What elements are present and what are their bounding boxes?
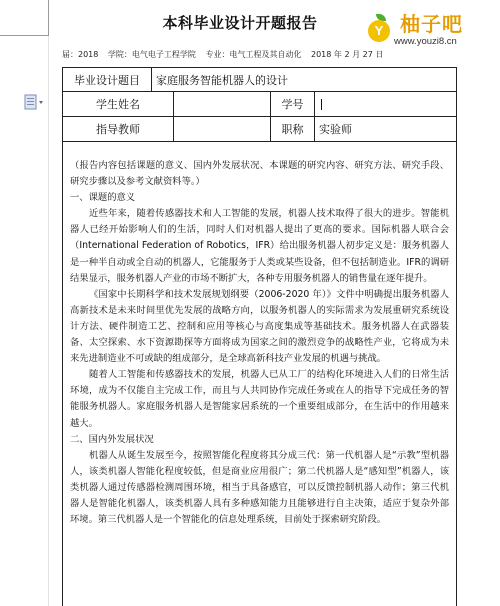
student-value[interactable]: [173, 92, 270, 116]
site-logo: [362, 2, 500, 52]
topic-value[interactable]: 家庭服务智能机器人的设计: [151, 68, 456, 91]
paragraph-2: 《国家中长期科学和技术发展规划纲要（2006-2020 年）》文件中明确提出服务机器人高新技术是未来时间里优先发展的战略方向，以服务机器人的实际需求为发展重研究系统设计方法、硬件制造工艺、控制和应用等核心与高度集成等基础技术。服务机器人在武器装备、太空探索、水下资源勘探等方面将成为国家之间的激烈竞争的战略性产业，它将成为未来先进制造业不可或缺的组成部分，是全球高新科技产业发展的机遇与挑战。: [70, 288, 449, 365]
document-options-icon[interactable]: [24, 94, 46, 112]
logo-name: 柚子吧: [400, 12, 463, 36]
section-heading-status: 二、国内外发展状况: [70, 433, 154, 445]
paragraph-1: 近些年来，随着传感器技术和人工智能的发展，机器人技术取得了很大的进步。智能机器人已经开始影响人们的生活，同时人们对机器人提出了更高的要求。国际机器人联合会（International Federation of Robotics，IFR）给出服务机器人初步定义是：服务机器人是一种半自动或全自动的机器人，它能服务于人类或某些设备，但不包括制造业。IFR的调研结果显示，服务机器人产业的市场不断扩大，各种专用服务机器人的销售量在逐年提升。: [70, 208, 449, 284]
id-value[interactable]: [314, 92, 456, 116]
margin-guide: [48, 36, 49, 606]
advisor-title-label: 职称: [270, 117, 314, 141]
logo-badge: Y: [368, 20, 390, 42]
topic-row: [63, 68, 456, 92]
meta-grade: 届：2018: [62, 50, 99, 59]
meta-date: 2018 年 2 月 27 日: [311, 50, 384, 59]
student-row: [63, 92, 456, 117]
report-instructions: （报告内容包括课题的意义、国内外发展状况、本课题的研究内容、研究方法、研究手段、研究步骤以及参考文献资料等。）: [70, 160, 449, 188]
section-heading-significance: 一、课题的意义: [70, 192, 136, 204]
report-meta: [62, 49, 390, 60]
topic-label: 毕业设计题目: [74, 73, 140, 87]
meta-college: 学院：电气电子工程学院: [107, 50, 196, 59]
advisor-row: [63, 117, 456, 142]
crop-mark-vertical: [48, 0, 49, 36]
advisor-label: 指导教师: [96, 123, 140, 136]
advisor-title-value[interactable]: 实验师: [314, 117, 456, 141]
paragraph-3: 随着人工智能和传感器技术的发展，机器人已从工厂的结构化环境进入人们的日常生活环境，成为不仅能自主完成工作，而且与人共同协作完成任务或在人的指导下完成任务的智能服务机器人。家庭服务机器人是智能家居系统的一个重要组成部分，在生活中的作用越来越大。: [70, 369, 449, 429]
report-body[interactable]: [63, 158, 456, 528]
crop-mark-horizontal: [0, 35, 48, 36]
id-label: 学号: [270, 92, 314, 116]
report-title: 本科毕业设计开题报告: [162, 14, 318, 32]
logo-url: www.youzi8.cn: [394, 36, 457, 47]
text-cursor: [321, 99, 322, 110]
paragraph-4: 机器人从诞生发展至今，按照智能化程度将其分成三代：第一代机器人是“示教”型机器人，该类机器人智能化程度较低，但是商业应用很广；第二代机器人是“感知型”机器人，该类机器人通过传感器检测周围环境，相当于具备感官，可以反馈控制机器人动作；第三代机器人是智能化机器人，该类机器人具有多种感知能力且能够进行自主决策，适应于复杂外部环境。第三代机器人是一个智能化的信息处理系统，目前处于探索研究阶段。: [70, 449, 449, 526]
student-label: 学生姓名: [96, 98, 140, 111]
advisor-value[interactable]: [173, 117, 270, 141]
meta-major: 专业：电气工程及其自动化: [205, 50, 302, 59]
proposal-form: [62, 67, 457, 606]
